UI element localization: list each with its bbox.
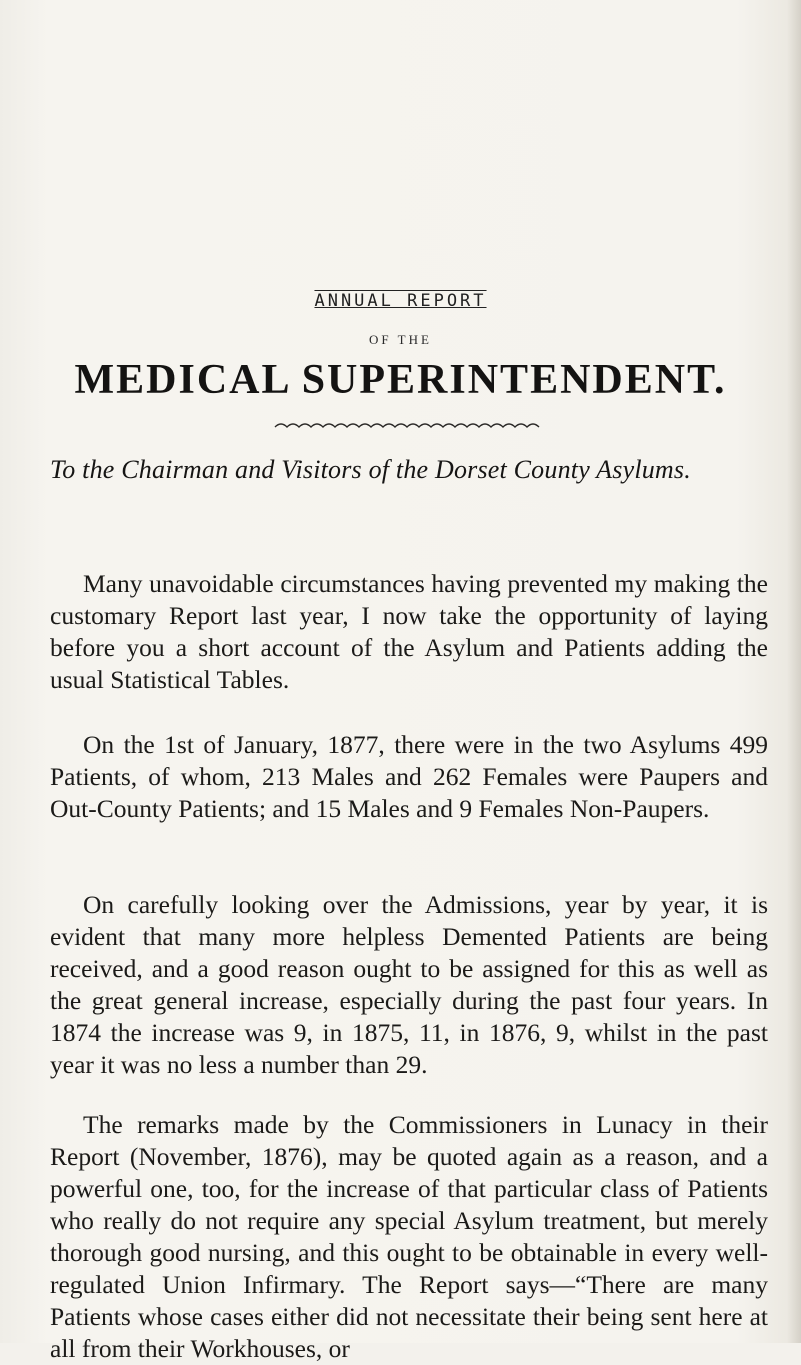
address-line: To the Chairman and Visitors of the Dorset County Asylums. — [50, 455, 691, 484]
ornamental-divider — [273, 419, 543, 431]
page-title: MEDICAL SUPERINTENDENT. — [74, 357, 727, 403]
body-paragraph: On carefully looking over the Admissions, year by year, it is evident that many more helpless Demented Patients are being received, and a good reason ought to be assigned for this as well as the great general increase, especially during the past four years. In 1874 the increase was 9, in 1875, 11, in 1876, 9, whilst in the past year it was no less a number than 29. — [50, 889, 768, 1079]
annual-report-heading: ANNUAL REPORT — [314, 291, 487, 311]
body-paragraph: Many unavoidable circumstances having prevented my making the customary Report last year, I now take the opportunity of laying before you a short account of the Asylum and Patients adding the usual Statistical Tables. — [50, 568, 768, 694]
page-edge-shadow — [787, 0, 801, 1343]
body-paragraph: On the 1st of January, 1877, there were in the two Asylums 499 Patients, of whom, 213 Males and 262 Females were Paupers and Out-County Patients; and 15 Males and 9 Females Non-Paupers. — [50, 729, 768, 823]
of-the-heading: OF THE — [369, 332, 432, 347]
body-paragraph: The remarks made by the Commissioners in Lunacy in their Report (November, 1876), may be quoted again as a reason, and a powerful one, too, for the increase of that particular class of Patients who really do not require any special Asylum treatment, but merely thorough good nursing, and this ought to be obtainable in every well-regulated Union Infirmary. The Report says—“There are many Patients whose cases either did not necessitate their being sent here at all from their Workhouses, or — [50, 1109, 768, 1363]
